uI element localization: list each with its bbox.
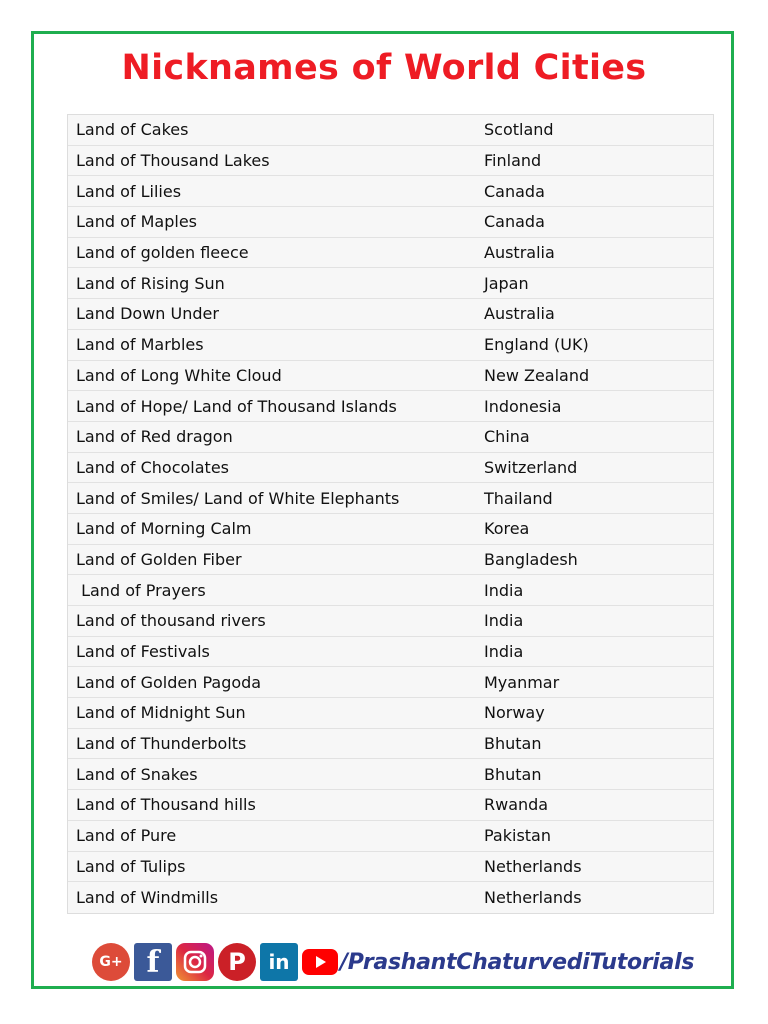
facebook-icon[interactable]: f (134, 943, 172, 981)
nickname-cell: Land of Windmills (76, 888, 219, 908)
country-cell: Bhutan (484, 764, 542, 784)
nickname-cell: Land of Marbles (76, 335, 204, 355)
country-cell: Canada (484, 212, 545, 232)
table-row (68, 422, 713, 453)
country-cell: Finland (484, 151, 542, 171)
table-row (68, 391, 713, 422)
country-cell: China (484, 427, 530, 447)
country-cell: Korea (484, 519, 530, 539)
table-row (68, 361, 713, 392)
table-row (68, 146, 713, 177)
channel-handle[interactable]: /PrashantChaturvediTutorials (340, 949, 695, 975)
country-cell: Netherlands (484, 888, 582, 908)
table-row (68, 575, 713, 606)
country-cell: India (484, 611, 524, 631)
nickname-cell: Land of Maples (76, 212, 197, 232)
nickname-cell: Land of Golden Fiber (76, 549, 242, 569)
country-cell: Indonesia (484, 396, 562, 416)
country-cell: Bhutan (484, 734, 542, 754)
nickname-cell: Land of Chocolates (76, 457, 229, 477)
nickname-cell: Land of Lilies (76, 181, 182, 201)
nickname-cell: Land of Snakes (76, 764, 198, 784)
country-cell: Australia (484, 243, 555, 263)
country-cell: Rwanda (484, 795, 549, 815)
nickname-cell: Land of Thousand hills (76, 795, 256, 815)
pinterest-icon[interactable]: P (218, 943, 256, 981)
nickname-cell: Land of Festivals (76, 642, 210, 662)
nickname-cell: Land of Pure (76, 826, 177, 846)
nickname-cell: Land of Tulips (76, 856, 186, 876)
nickname-cell: Land of Golden Pagoda (76, 672, 262, 692)
table-row (68, 453, 713, 484)
table-row (68, 790, 713, 821)
nickname-cell: Land of Thousand Lakes (76, 151, 270, 171)
country-cell: Norway (484, 703, 545, 723)
table-row (68, 759, 713, 790)
nickname-cell: Land Down Under (76, 304, 219, 324)
country-cell: Pakistan (484, 826, 551, 846)
table-row (68, 207, 713, 238)
table-row (68, 268, 713, 299)
table-row (68, 545, 713, 576)
nickname-cell: Land of Prayers (76, 580, 206, 600)
google-plus-icon[interactable]: G+ (92, 943, 130, 981)
social-footer (92, 940, 694, 984)
table-row (68, 852, 713, 883)
nickname-cell: Land of golden fleece (76, 243, 249, 263)
nickname-cell: Land of Cakes (76, 120, 189, 140)
country-cell: Myanmar (484, 672, 560, 692)
country-cell: Scotland (484, 120, 554, 140)
table-row (68, 882, 713, 913)
table-row (68, 115, 713, 146)
linkedin-icon[interactable]: in (260, 943, 298, 981)
table-row (68, 299, 713, 330)
country-cell: India (484, 642, 524, 662)
nickname-cell: Land of Morning Calm (76, 519, 252, 539)
nickname-cell: Land of Smiles/ Land of White Elephants (76, 488, 400, 508)
youtube-icon[interactable] (302, 949, 338, 975)
country-cell: New Zealand (484, 365, 590, 385)
country-cell: England (UK) (484, 335, 589, 355)
country-cell: Thailand (484, 488, 553, 508)
table-row (68, 698, 713, 729)
nickname-cell: Land of thousand rivers (76, 611, 266, 631)
table-row (68, 821, 713, 852)
country-cell: Canada (484, 181, 545, 201)
table-row (68, 514, 713, 545)
nickname-cell: Land of Rising Sun (76, 273, 225, 293)
table-row (68, 330, 713, 361)
page-title: Nicknames of World Cities (121, 48, 647, 88)
table-row (68, 606, 713, 637)
table-row (68, 637, 713, 668)
nickname-cell: Land of Red dragon (76, 427, 233, 447)
country-cell: Australia (484, 304, 555, 324)
country-cell: Switzerland (484, 457, 578, 477)
nickname-cell: Land of Midnight Sun (76, 703, 246, 723)
table-row (68, 176, 713, 207)
instagram-icon[interactable] (176, 943, 214, 981)
nickname-cell: Land of Long White Cloud (76, 365, 282, 385)
nicknames-table (67, 114, 714, 914)
country-cell: Japan (484, 273, 529, 293)
table-row (68, 483, 713, 514)
country-cell: Bangladesh (484, 549, 578, 569)
table-row (68, 667, 713, 698)
table-row (68, 238, 713, 269)
country-cell: India (484, 580, 524, 600)
table-row (68, 729, 713, 760)
country-cell: Netherlands (484, 856, 582, 876)
nickname-cell: Land of Hope/ Land of Thousand Islands (76, 396, 397, 416)
nickname-cell: Land of Thunderbolts (76, 734, 247, 754)
